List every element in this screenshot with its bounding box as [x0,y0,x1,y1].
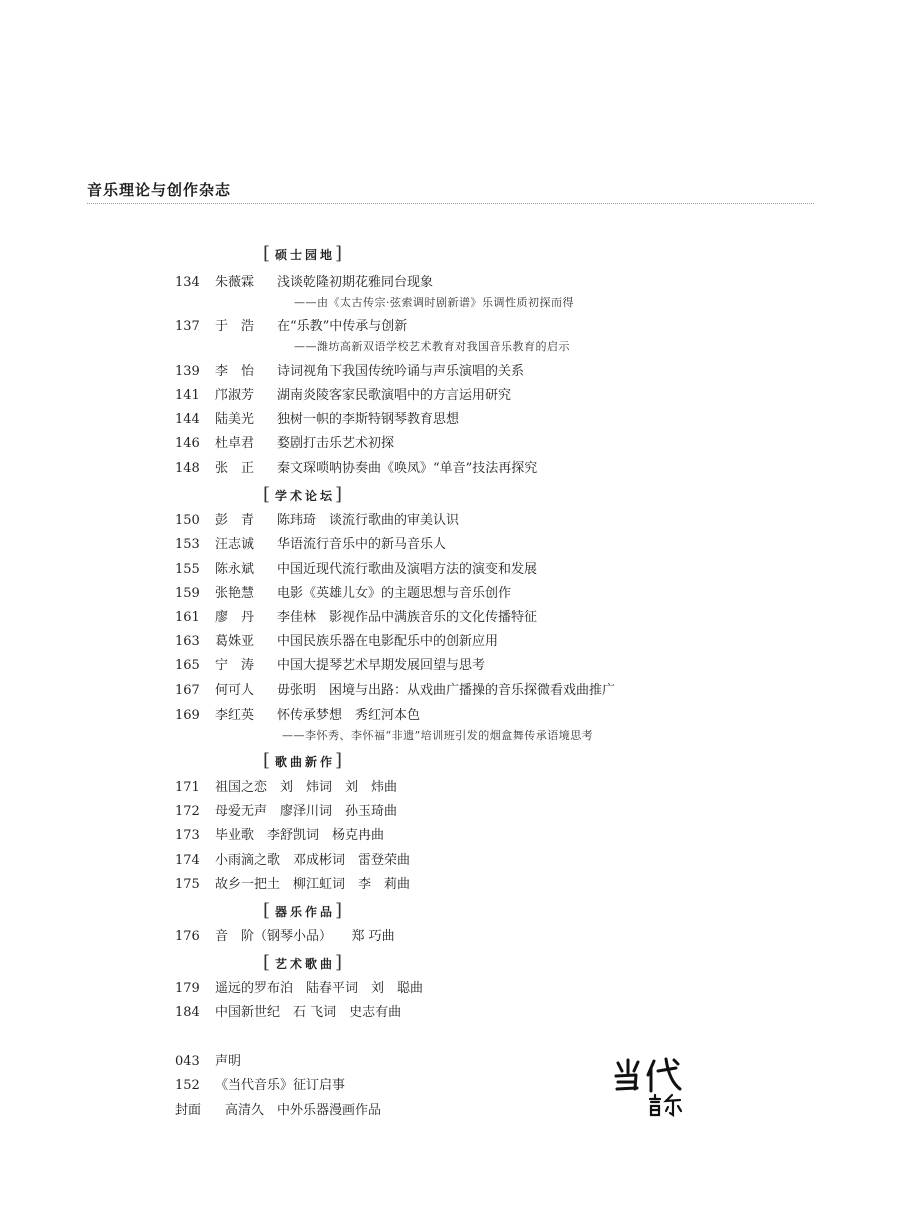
notice-title: 声明 [215,1054,242,1069]
page-number: 171 [175,780,200,795]
toc-entry[interactable] [175,927,395,947]
page-number: 172 [175,804,200,819]
author: 张艳慧 [215,586,255,601]
article-title: 湖南炎陵客家民歌演唱中的方言运用研究 [277,388,512,403]
article-title: 秦文琛唢呐协奏曲《唤凤》“单音”技法再探究 [277,461,538,476]
page-number: 152 [175,1078,200,1093]
section-header: [ 硕士园地] [263,243,346,264]
cover-credit: 高清久 中外乐器漫画作品 [225,1103,382,1118]
page-number: 137 [175,319,200,334]
toc-entry[interactable] [175,826,384,846]
article-subtitle: ——潍坊高新双语学校艺术教育对我国音乐教育的启示 [294,340,570,353]
page-number: 165 [175,658,200,673]
toc-entry[interactable] [175,1003,401,1023]
author: 廖 丹 [215,610,255,625]
author: 汪志诚 [215,537,255,552]
author: 杜卓君 [215,436,255,451]
article-subtitle: ——由《太古传宗·弦索调时剧新谱》乐调性质初探而得 [294,296,574,309]
page-number: 184 [175,1005,200,1020]
article-title: 独树一帜的李斯特钢琴教育思想 [277,412,460,427]
author: 李红英 [215,708,255,723]
piece-title: 音 阶（钢琴小品） 郑 巧曲 [215,929,395,944]
author: 何可人 [215,683,255,698]
page-number: 161 [175,610,200,625]
toc-entry[interactable] [175,875,410,895]
article-title: 中国民族乐器在电影配乐中的创新应用 [277,634,499,649]
page-number: 159 [175,586,200,601]
author: 陆美光 [215,412,255,427]
toc-entry[interactable] [175,681,615,701]
toc-entry[interactable] [175,706,420,726]
page-number: 169 [175,708,200,723]
page-number: 043 [175,1054,200,1069]
section-header: [ 艺术歌曲] [263,952,346,973]
author: 李 怡 [215,364,255,379]
toc-entry[interactable] [175,584,511,604]
toc-entry[interactable] [175,410,459,430]
song-title: 母爱无声 廖泽川词 孙玉琦曲 [215,804,398,819]
page-number: 175 [175,877,200,892]
toc-entry[interactable] [175,434,394,454]
toc-entry[interactable] [175,608,537,628]
toc-entry[interactable] [175,560,537,580]
page-number: 176 [175,929,200,944]
author: 葛姝亚 [215,634,255,649]
author: 朱薇霖 [215,275,255,290]
song-title: 遥远的罗布泊 陆春平词 刘 聪曲 [215,981,424,996]
article-subtitle: ——李怀秀、李怀福“非遗”培训班引发的烟盒舞传承语境思考 [282,729,594,742]
page-number: 174 [175,853,200,868]
article-title: 陈玮琦 谈流行歌曲的审美认识 [277,513,460,528]
song-title: 小雨滴之歌 邓成彬词 雷登荣曲 [215,853,411,868]
article-title: 怀传承梦想 秀红河本色 [277,708,421,723]
article-title: 电影《英雄儿女》的主题思想与音乐创作 [277,586,512,601]
page-number: 148 [175,461,200,476]
song-title: 中国新世纪 石 飞词 史志有曲 [215,1005,402,1020]
page-number: 139 [175,364,200,379]
toc-entry[interactable] [175,802,397,822]
section-header: [ 器乐作品] [263,900,346,921]
toc-entry[interactable] [175,1101,381,1121]
toc-entry[interactable] [175,511,459,531]
page-number: 155 [175,562,200,577]
toc-entry[interactable] [175,979,423,999]
song-title: 祖国之恋 刘 炜词 刘 炜曲 [215,780,398,795]
toc-entry[interactable] [175,459,537,479]
notice-title: 《当代音乐》征订启事 [215,1078,346,1093]
article-title: 在“乐教”中传承与创新 [277,319,408,334]
article-title: 中国近现代流行歌曲及演唱方法的演变和发展 [277,562,538,577]
song-title: 毕业歌 李舒凯词 杨克冉曲 [215,828,385,843]
journal-logo [606,1055,696,1125]
article-title: 浅谈乾隆初期花雅同台现象 [277,275,434,290]
toc-entry[interactable] [175,386,511,406]
section-header: [ 歌曲新作] [263,750,346,771]
toc-entry[interactable] [175,632,498,652]
author: 邝淑芳 [215,388,255,403]
article-title: 李佳林 影视作品中满族音乐的文化传播特征 [277,610,538,625]
article-title: 诗词视角下我国传统吟诵与声乐演唱的关系 [277,364,525,379]
page-number: 150 [175,513,200,528]
page-number: 146 [175,436,200,451]
article-title: 华语流行音乐中的新马音乐人 [277,537,447,552]
toc-entry[interactable] [175,656,485,676]
author: 彭 青 [215,513,255,528]
toc-entry[interactable] [175,1076,345,1096]
page-number: 173 [175,828,200,843]
calligraphy-logo-icon [606,1055,696,1125]
page-number: 167 [175,683,200,698]
author: 陈永斌 [215,562,255,577]
author: 于 浩 [215,319,255,334]
toc-entry[interactable] [175,535,446,555]
toc-entry[interactable] [175,273,433,293]
header-rule [87,203,814,204]
page-number: 153 [175,537,200,552]
section-header: [ 学术论坛] [263,484,346,505]
journal-name: 音乐理论与创作杂志 [87,181,232,199]
page-number: 144 [175,412,200,427]
page-number: 141 [175,388,200,403]
author: 宁 涛 [215,658,255,673]
song-title: 故乡一把土 柳江虹词 李 莉曲 [215,877,411,892]
toc-entry[interactable] [175,851,410,871]
article-title: 毋张明 困境与出路：从戏曲广播操的音乐探微看戏曲推广 [277,683,616,698]
page-number: 179 [175,981,200,996]
article-title: 中国大提琴艺术早期发展回望与思考 [277,658,486,673]
page-number: 封面 [175,1103,202,1118]
article-title: 婺剧打击乐艺术初探 [277,436,395,451]
toc-entry[interactable] [175,362,524,382]
page-number: 163 [175,634,200,649]
author: 张 正 [215,461,255,476]
toc-entry[interactable] [175,1052,241,1072]
toc-entry[interactable] [175,317,407,337]
page-number: 134 [175,275,200,290]
toc-entry[interactable] [175,778,397,798]
